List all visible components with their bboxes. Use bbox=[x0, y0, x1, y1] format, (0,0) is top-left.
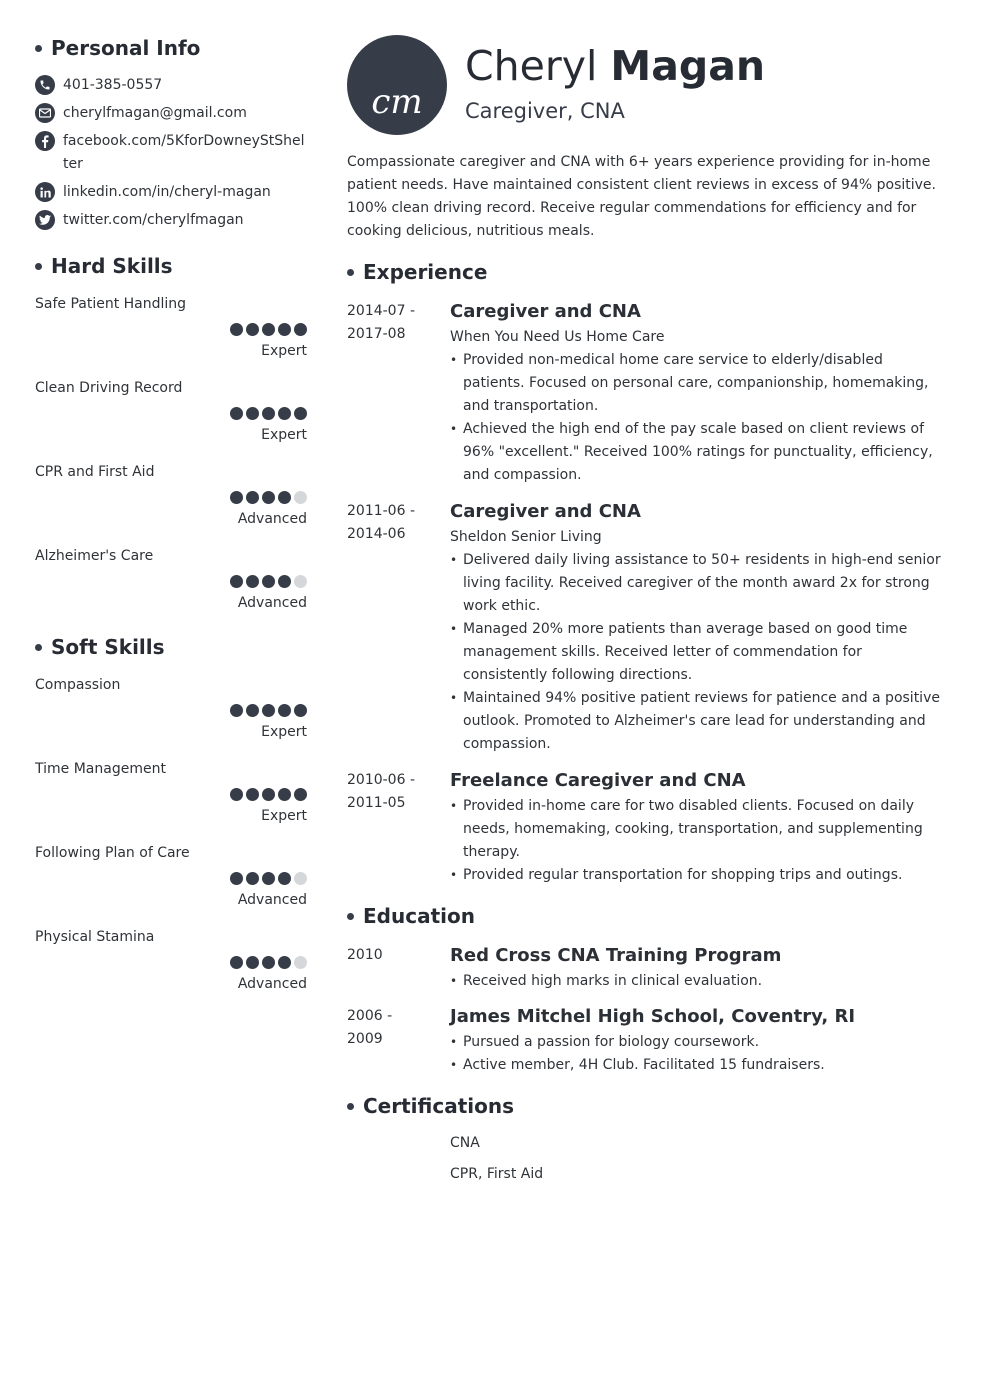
left-column bbox=[35, 36, 307, 994]
certifications-heading: Certifications bbox=[347, 1094, 947, 1118]
rating-dot-filled bbox=[230, 872, 243, 885]
skill-rating bbox=[35, 407, 307, 420]
rating-dot-filled bbox=[246, 872, 259, 885]
rating-dot-filled bbox=[230, 704, 243, 717]
contact-phone: 401-385-0557 bbox=[35, 74, 307, 97]
list-item: • Maintained 94% positive patient reviews for patience and a positive outlook. Promoted to Alzheimer's care lead for understanding and compassion. bbox=[450, 687, 947, 756]
list-item: • Received high marks in clinical evaluation. bbox=[450, 970, 947, 993]
company-name: When You Need Us Home Care bbox=[450, 329, 665, 345]
rating-dot-filled bbox=[262, 323, 275, 336]
bullet-dot bbox=[35, 263, 42, 270]
school-name: Red Cross CNA Training Program bbox=[450, 945, 782, 966]
education-heading: Education bbox=[347, 904, 947, 928]
rating-dot-filled bbox=[230, 956, 243, 969]
list-item: • Managed 20% more patients than average based on good time management skills. Received letter of commendation for consistently following directions. bbox=[450, 618, 947, 687]
rating-dot-filled bbox=[294, 704, 307, 717]
list-item: • Active member, 4H Club. Facilitated 15 fundraisers. bbox=[450, 1054, 947, 1077]
position-title: Freelance Caregiver and CNA bbox=[450, 770, 746, 791]
bullet-dot bbox=[347, 269, 354, 276]
skill-rating bbox=[35, 788, 307, 801]
experience-entry bbox=[347, 769, 947, 887]
skill-item: Physical Stamina Advanced bbox=[35, 929, 307, 992]
bullet-list bbox=[450, 970, 947, 993]
education-entry bbox=[347, 944, 947, 993]
list-item: • Pursued a passion for biology coursework. bbox=[450, 1031, 947, 1054]
contact-linkedin: linkedin.com/in/cheryl-magan bbox=[35, 181, 307, 204]
soft-skills-list bbox=[35, 675, 307, 994]
rating-dot-filled bbox=[246, 704, 259, 717]
rating-dot-filled bbox=[262, 872, 275, 885]
bullet-list bbox=[450, 1031, 947, 1077]
rating-dot-empty bbox=[294, 956, 307, 969]
position-title: Caregiver and CNA bbox=[450, 301, 641, 322]
rating-dot-filled bbox=[246, 491, 259, 504]
rating-dot-filled bbox=[230, 323, 243, 336]
skill-item: Alzheimer's Care Advanced bbox=[35, 548, 307, 611]
phone-icon bbox=[35, 75, 55, 95]
rating-dot-filled bbox=[262, 491, 275, 504]
rating-dot-filled bbox=[278, 788, 291, 801]
certification-item: CPR, First Aid bbox=[450, 1166, 544, 1182]
position-title: Caregiver and CNA bbox=[450, 501, 641, 522]
rating-dot-filled bbox=[262, 575, 275, 588]
bullet-list bbox=[450, 549, 947, 756]
job-title: Caregiver, CNA bbox=[465, 99, 625, 123]
bullet-list bbox=[450, 349, 947, 487]
rating-dot-filled bbox=[230, 491, 243, 504]
name-block bbox=[465, 43, 765, 125]
date-range: 2010-06 - 2011-05 bbox=[347, 772, 415, 811]
rating-dot-filled bbox=[278, 407, 291, 420]
rating-dot-filled bbox=[262, 407, 275, 420]
bullet-dot bbox=[347, 1103, 354, 1110]
list-item: • Achieved the high end of the pay scale based on client reviews of 96% "excellent." Received 100% ratings for punctuality, efficiency, and compassion. bbox=[450, 418, 947, 487]
rating-dot-empty bbox=[294, 491, 307, 504]
rating-dot-filled bbox=[294, 323, 307, 336]
bullet-list bbox=[450, 795, 947, 887]
skill-rating bbox=[35, 704, 307, 717]
certification-item: CNA bbox=[450, 1135, 480, 1151]
right-column bbox=[347, 35, 947, 1186]
rating-dot-empty bbox=[294, 575, 307, 588]
date-range: 2006 - 2009 bbox=[347, 1008, 393, 1047]
experience-entry bbox=[347, 300, 947, 487]
bullet-dot bbox=[35, 644, 42, 651]
skill-rating bbox=[35, 956, 307, 969]
skill-item: Safe Patient Handling Expert bbox=[35, 296, 307, 359]
rating-dot-filled bbox=[246, 407, 259, 420]
skill-rating bbox=[35, 575, 307, 588]
rating-dot-filled bbox=[262, 788, 275, 801]
contact-twitter: twitter.com/cherylfmagan bbox=[35, 209, 307, 232]
skill-rating bbox=[35, 491, 307, 504]
list-item: • Provided non-medical home care service to elderly/disabled patients. Focused on personal care, companionship, homemaking, and transportation. bbox=[450, 349, 947, 418]
initials: cm bbox=[371, 82, 423, 122]
skill-item: Time Management Expert bbox=[35, 761, 307, 824]
facebook-icon bbox=[35, 131, 55, 151]
rating-dot-filled bbox=[278, 323, 291, 336]
rating-dot-filled bbox=[246, 575, 259, 588]
rating-dot-filled bbox=[246, 956, 259, 969]
hard-skills-heading: Hard Skills bbox=[35, 254, 307, 278]
rating-dot-filled bbox=[246, 323, 259, 336]
date-range: 2014-07 - 2017-08 bbox=[347, 303, 415, 342]
contact-list bbox=[35, 74, 307, 232]
bullet-dot bbox=[347, 913, 354, 920]
rating-dot-filled bbox=[294, 407, 307, 420]
skill-item: Compassion Expert bbox=[35, 677, 307, 740]
rating-dot-filled bbox=[230, 788, 243, 801]
personal-info-heading: Personal Info bbox=[35, 36, 307, 60]
rating-dot-filled bbox=[262, 704, 275, 717]
contact-email: cherylfmagan@gmail.com bbox=[35, 102, 307, 125]
avatar bbox=[347, 35, 447, 135]
experience-heading: Experience bbox=[347, 260, 947, 284]
skill-item: CPR and First Aid Advanced bbox=[35, 464, 307, 527]
soft-skills-heading: Soft Skills bbox=[35, 635, 307, 659]
bullet-dot bbox=[35, 45, 42, 52]
rating-dot-filled bbox=[294, 788, 307, 801]
company-name: Sheldon Senior Living bbox=[450, 529, 602, 545]
full-name: Cheryl Magan bbox=[465, 42, 766, 90]
school-name: James Mitchel High School, Coventry, RI bbox=[450, 1006, 856, 1027]
contact-facebook: facebook.com/5KforDowneyStShelter bbox=[35, 130, 307, 176]
resume-header bbox=[347, 35, 947, 135]
twitter-icon bbox=[35, 210, 55, 230]
skill-item: Clean Driving Record Expert bbox=[35, 380, 307, 443]
rating-dot-filled bbox=[278, 704, 291, 717]
education-entry bbox=[347, 1005, 947, 1077]
rating-dot-filled bbox=[246, 788, 259, 801]
skill-item: Following Plan of Care Advanced bbox=[35, 845, 307, 908]
list-item: • Delivered daily living assistance to 50+ residents in high-end senior living facility. Received caregiver of the month award 2x for strong work ethic. bbox=[450, 549, 947, 618]
list-item: • Provided regular transportation for shopping trips and outings. bbox=[450, 864, 947, 887]
email-icon bbox=[35, 103, 55, 123]
date-range: 2010 bbox=[347, 947, 383, 963]
rating-dot-filled bbox=[262, 956, 275, 969]
rating-dot-filled bbox=[278, 956, 291, 969]
linkedin-icon bbox=[35, 182, 55, 202]
rating-dot-filled bbox=[230, 407, 243, 420]
rating-dot-filled bbox=[278, 575, 291, 588]
rating-dot-filled bbox=[230, 575, 243, 588]
rating-dot-empty bbox=[294, 872, 307, 885]
skill-rating bbox=[35, 872, 307, 885]
summary: Compassionate caregiver and CNA with 6+ years experience providing for in-home patient needs. Have maintained consistent client reviews in excess of 94% positive. 100% clean driving record. Receive regular commendations for efficiency and for cooking delicious, nutritious meals. bbox=[347, 154, 936, 239]
date-range: 2011-06 - 2014-06 bbox=[347, 503, 415, 542]
skill-rating bbox=[35, 323, 307, 336]
hard-skills-list bbox=[35, 294, 307, 613]
rating-dot-filled bbox=[278, 491, 291, 504]
list-item: • Provided in-home care for two disabled clients. Focused on daily needs, homemaking, cooking, transportation, and supplementing therapy. bbox=[450, 795, 947, 864]
experience-entry bbox=[347, 500, 947, 756]
rating-dot-filled bbox=[278, 872, 291, 885]
